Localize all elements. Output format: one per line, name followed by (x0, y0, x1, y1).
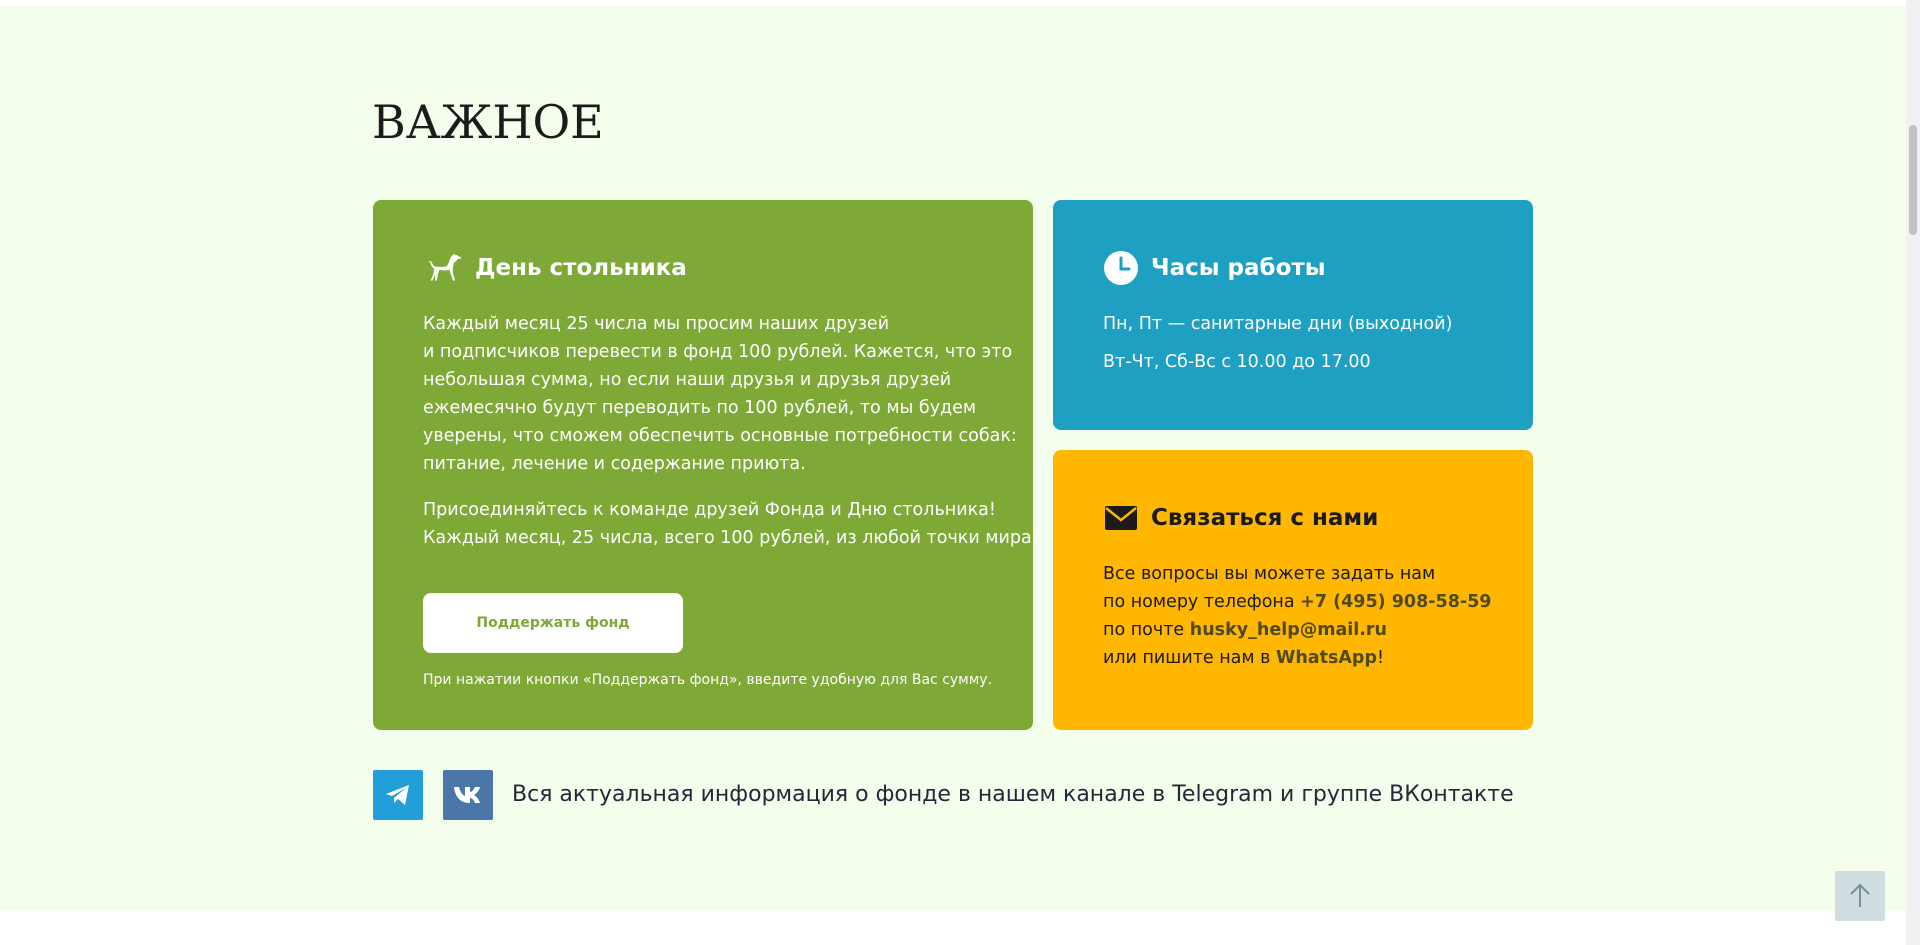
clock-icon (1103, 250, 1139, 286)
dog-icon (427, 250, 463, 286)
email-link[interactable]: husky_help@mail.ru (1189, 620, 1387, 640)
scroll-to-top-button[interactable] (1835, 871, 1885, 921)
paragraph-line: питание, лечение и содержание приюта. (423, 454, 806, 474)
vk-button[interactable] (443, 770, 493, 820)
paragraph-line: небольшая сумма, но если наши друзья и друзья друзей (423, 370, 952, 390)
hours-line-2: Вт-Чт, Сб-Вс с 10.00 до 17.00 (1103, 352, 1371, 372)
paragraph-line: ежемесячно будут переводить по 100 рублей, то мы будем (423, 398, 977, 418)
page-scrollbar[interactable] (1906, 0, 1920, 945)
phone-link[interactable]: +7 (495) 908-58-59 (1300, 592, 1492, 612)
contact-line-1: Все вопросы вы можете задать нам (1103, 564, 1436, 584)
paragraph-line: и подписчиков перевести в фонд 100 рублей. Кажется, что это (423, 342, 1013, 362)
contact-card (1053, 450, 1533, 730)
envelope-icon (1103, 500, 1139, 536)
contact-line-2 (1103, 588, 1523, 616)
contact-line-4 (1103, 644, 1523, 672)
telegram-icon (385, 784, 411, 806)
telegram-button[interactable] (373, 770, 423, 820)
contact-phone-prefix: по номеру телефона (1103, 592, 1301, 612)
working-hours-card (1053, 200, 1533, 430)
scrollbar-thumb[interactable] (1909, 125, 1917, 235)
paragraph-line: Каждый месяц 25 числа мы просим наших друзей (423, 314, 890, 334)
contact-whatsapp-prefix: или пишите нам в (1103, 648, 1277, 668)
section-heading: ВАЖНОЕ (372, 95, 604, 149)
support-note: При нажатии кнопки «Поддержать фонд», введите удобную для Вас сумму. (423, 672, 993, 688)
donation-day-paragraph-2 (423, 496, 1032, 552)
working-hours-title (1103, 250, 1326, 286)
whatsapp-link[interactable]: WhatsApp (1276, 648, 1377, 668)
hours-line-1: Пн, Пт — санитарные дни (выходной) (1103, 314, 1453, 334)
contact-text (1103, 560, 1523, 672)
social-info-text: Вся актуальная информация о фонде в нашем канале в Telegram и группе ВКонтакте (512, 782, 1514, 807)
contact-title-text: Связаться с нами (1151, 505, 1379, 531)
support-fund-button[interactable]: Поддержать фонд (423, 593, 683, 653)
paragraph-line: уверены, что сможем обеспечить основные потребности собак: (423, 426, 1017, 446)
contact-email-prefix: по почте (1103, 620, 1190, 640)
paragraph-line: Присоединяйтесь к команде друзей Фонда и Дню стольника! (423, 500, 996, 520)
contact-whatsapp-suffix: ! (1376, 648, 1384, 668)
donation-day-title (427, 250, 687, 286)
donation-day-card (373, 200, 1033, 730)
donation-day-title-text: День стольника (475, 255, 687, 281)
donation-day-paragraph-1 (423, 310, 1017, 478)
contact-title (1103, 500, 1378, 536)
vk-icon (453, 786, 483, 804)
page-bottom-strip (0, 911, 1906, 945)
paragraph-line: Каждый месяц, 25 числа, всего 100 рублей, из любой точки мира (423, 528, 1032, 548)
working-hours-title-text: Часы работы (1151, 255, 1326, 281)
arrow-up-icon (1849, 883, 1871, 909)
contact-line-3 (1103, 616, 1523, 644)
